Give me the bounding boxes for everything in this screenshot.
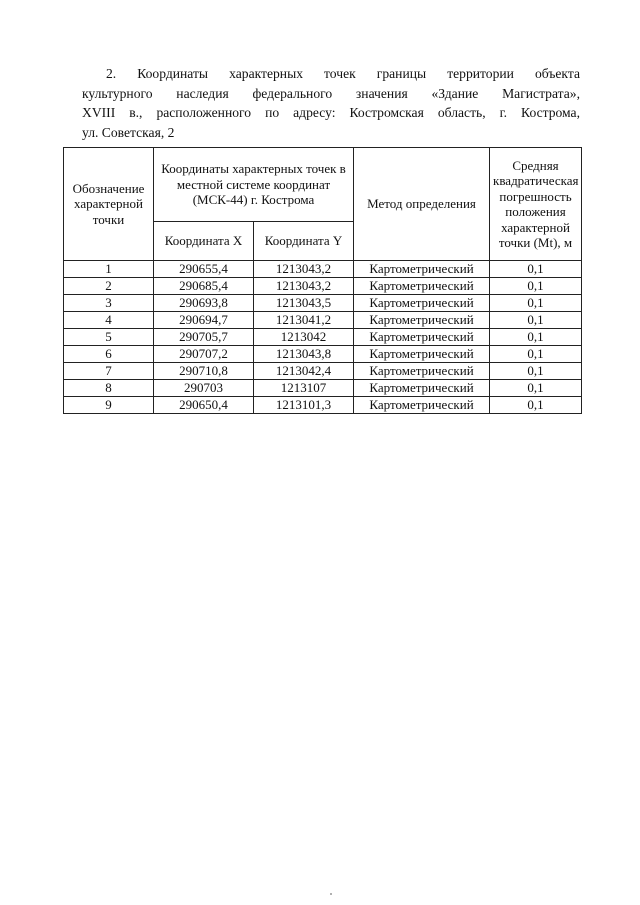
cell-x: 290710,8 (154, 363, 254, 380)
intro-line: культурного наследия федерального значения «Здание Магистрата», (82, 85, 580, 101)
cell-error: 0,1 (490, 312, 582, 329)
cell-point: 2 (64, 278, 154, 295)
header-error: Средняя квадратическая погрешность положения характерной точки (Mt), м (490, 148, 582, 261)
cell-y: 1213041,2 (254, 312, 354, 329)
cell-method: Картометрический (354, 312, 490, 329)
cell-point: 7 (64, 363, 154, 380)
intro-line: XVIII в., расположенного по адресу: Костромская область, г. Кострома, (82, 105, 580, 120)
header-x: Координата X (154, 222, 254, 261)
header-method: Метод определения (354, 148, 490, 261)
cell-error: 0,1 (490, 329, 582, 346)
cell-y: 1213043,8 (254, 346, 354, 363)
table-row (64, 295, 582, 312)
cell-x: 290685,4 (154, 278, 254, 295)
cell-y: 1213042 (254, 329, 354, 346)
cell-y: 1213043,2 (254, 261, 354, 278)
cell-point: 6 (64, 346, 154, 363)
cell-method: Картометрический (354, 380, 490, 397)
cell-x: 290694,7 (154, 312, 254, 329)
cell-x: 290705,7 (154, 329, 254, 346)
cell-point: 9 (64, 397, 154, 414)
table-row (64, 261, 582, 278)
cell-error: 0,1 (490, 380, 582, 397)
cell-y: 1213042,4 (254, 363, 354, 380)
cell-y: 1213107 (254, 380, 354, 397)
cell-method: Картометрический (354, 261, 490, 278)
cell-error: 0,1 (490, 397, 582, 414)
cell-point: 5 (64, 329, 154, 346)
table-row (64, 397, 582, 414)
header-point: Обозначение характерной точки (64, 148, 154, 261)
cell-error: 0,1 (490, 295, 582, 312)
cell-x: 290650,4 (154, 397, 254, 414)
intro-line: 2. Координаты характерных точек границы территории объекта (106, 66, 580, 81)
cell-point: 1 (64, 261, 154, 278)
cell-point: 8 (64, 380, 154, 397)
cell-method: Картометрический (354, 329, 490, 346)
header-coordinates-group: Координаты характерных точек в местной системе координат (МСК-44) г. Кострома (154, 148, 354, 222)
cell-method: Картометрический (354, 363, 490, 380)
cell-method: Картометрический (354, 346, 490, 363)
cell-y: 1213043,2 (254, 278, 354, 295)
cell-method: Картометрический (354, 278, 490, 295)
page-mark (330, 893, 332, 895)
cell-x: 290707,2 (154, 346, 254, 363)
cell-point: 3 (64, 295, 154, 312)
cell-x: 290693,8 (154, 295, 254, 312)
table-row (64, 312, 582, 329)
table-row (64, 329, 582, 346)
table-row (64, 278, 582, 295)
cell-point: 4 (64, 312, 154, 329)
cell-y: 1213043,5 (254, 295, 354, 312)
header-y: Координата Y (254, 222, 354, 261)
cell-x: 290655,4 (154, 261, 254, 278)
cell-x: 290703 (154, 380, 254, 397)
cell-error: 0,1 (490, 346, 582, 363)
intro-line: ул. Советская, 2 (82, 124, 175, 140)
table-row (64, 363, 582, 380)
cell-method: Картометрический (354, 397, 490, 414)
cell-y: 1213101,3 (254, 397, 354, 414)
intro-paragraph (82, 64, 580, 142)
cell-error: 0,1 (490, 278, 582, 295)
cell-error: 0,1 (490, 363, 582, 380)
coordinates-table (63, 147, 582, 414)
table-row (64, 380, 582, 397)
cell-error: 0,1 (490, 261, 582, 278)
table-row (64, 346, 582, 363)
cell-method: Картометрический (354, 295, 490, 312)
